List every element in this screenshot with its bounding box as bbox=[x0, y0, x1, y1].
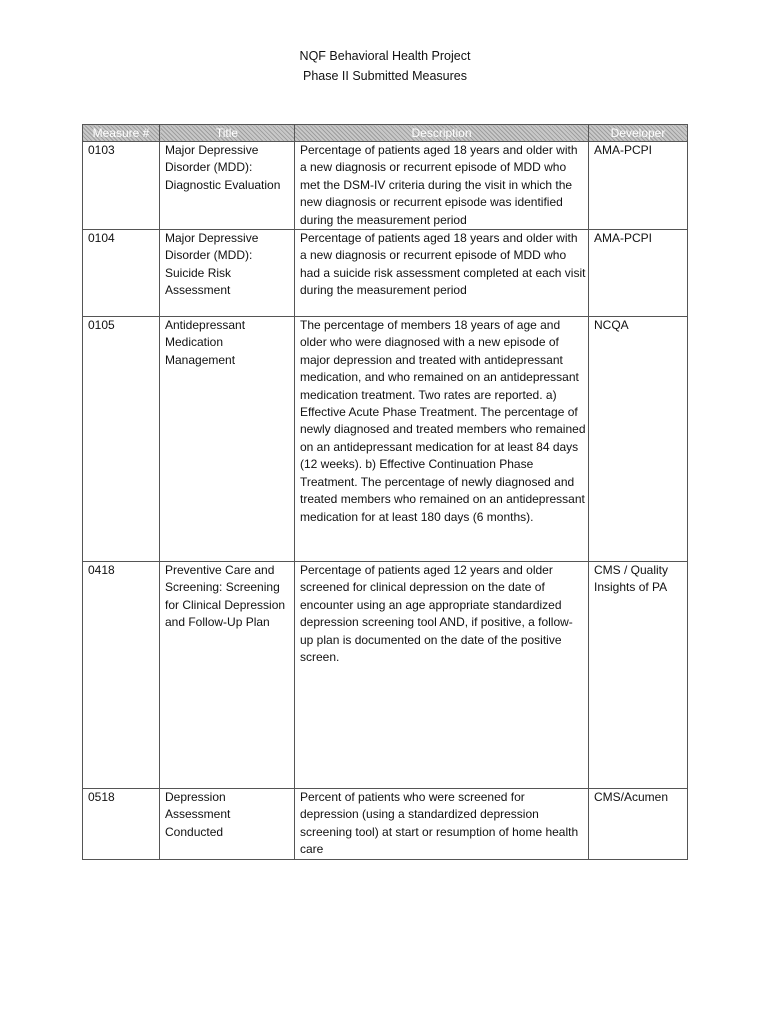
cell-measure-number: 0418 bbox=[83, 562, 160, 789]
cell-measure-number: 0518 bbox=[83, 789, 160, 860]
header-title: Title bbox=[160, 125, 295, 142]
document-title-line1: NQF Behavioral Health Project bbox=[299, 49, 471, 63]
measures-table bbox=[82, 124, 688, 860]
cell-title: Preventive Care and Screening: Screening for Clinical Depression and Follow-Up Plan bbox=[160, 562, 295, 789]
cell-measure-number: 0103 bbox=[83, 142, 160, 230]
cell-developer: AMA-PCPI bbox=[589, 142, 688, 230]
cell-developer: NCQA bbox=[589, 317, 688, 562]
document-title-line2: Phase II Submitted Measures bbox=[303, 69, 467, 83]
table-row bbox=[83, 789, 688, 860]
document-title bbox=[0, 46, 770, 86]
cell-title: Major Depressive Disorder (MDD): Diagnostic Evaluation bbox=[160, 142, 295, 230]
table-row bbox=[83, 230, 688, 317]
header-developer: Developer bbox=[589, 125, 688, 142]
table-header-row bbox=[83, 125, 688, 142]
cell-description: The percentage of members 18 years of age and older who were diagnosed with a new episode of major depression and treated with antidepressant medication, and who remained on an antidepressant medication treatment. Two rates are reported. a) Effective Acute Phase Treatment. The percentage of newly diagnosed and treated members who remained on an antidepressant medication for at least 84 days (12 weeks). b) Effective Continuation Phase Treatment. The percentage of newly diagnosed and treated members who remained on an antidepressant medication for at least 180 days (6 months). bbox=[295, 317, 589, 562]
cell-developer: AMA-PCPI bbox=[589, 230, 688, 317]
cell-measure-number: 0104 bbox=[83, 230, 160, 317]
cell-developer: CMS/Acumen bbox=[589, 789, 688, 860]
cell-title: Antidepressant Medication Management bbox=[160, 317, 295, 562]
table-row bbox=[83, 562, 688, 789]
cell-developer: CMS / Quality Insights of PA bbox=[589, 562, 688, 789]
cell-description: Percentage of patients aged 12 years and older screened for clinical depression on the date of encounter using an age appropriate standardized depression screening tool AND, if positive, a follow-up plan is documented on the date of the positive screen. bbox=[295, 562, 589, 789]
cell-description: Percent of patients who were screened for depression (using a standardized depression screening tool) at start or resumption of home health care bbox=[295, 789, 589, 860]
cell-description: Percentage of patients aged 18 years and older with a new diagnosis or recurrent episode of MDD who had a suicide risk assessment completed at each visit during the measurement period bbox=[295, 230, 589, 317]
cell-measure-number: 0105 bbox=[83, 317, 160, 562]
cell-description: Percentage of patients aged 18 years and older with a new diagnosis or recurrent episode of MDD who met the DSM-IV criteria during the visit in which the new diagnosis or recurrent episode was identified during the measurement period bbox=[295, 142, 589, 230]
table-row bbox=[83, 142, 688, 230]
header-measure-number: Measure # bbox=[83, 125, 160, 142]
header-description: Description bbox=[295, 125, 589, 142]
cell-title: Major Depressive Disorder (MDD): Suicide Risk Assessment bbox=[160, 230, 295, 317]
table-row bbox=[83, 317, 688, 562]
cell-title: Depression Assessment Conducted bbox=[160, 789, 295, 860]
